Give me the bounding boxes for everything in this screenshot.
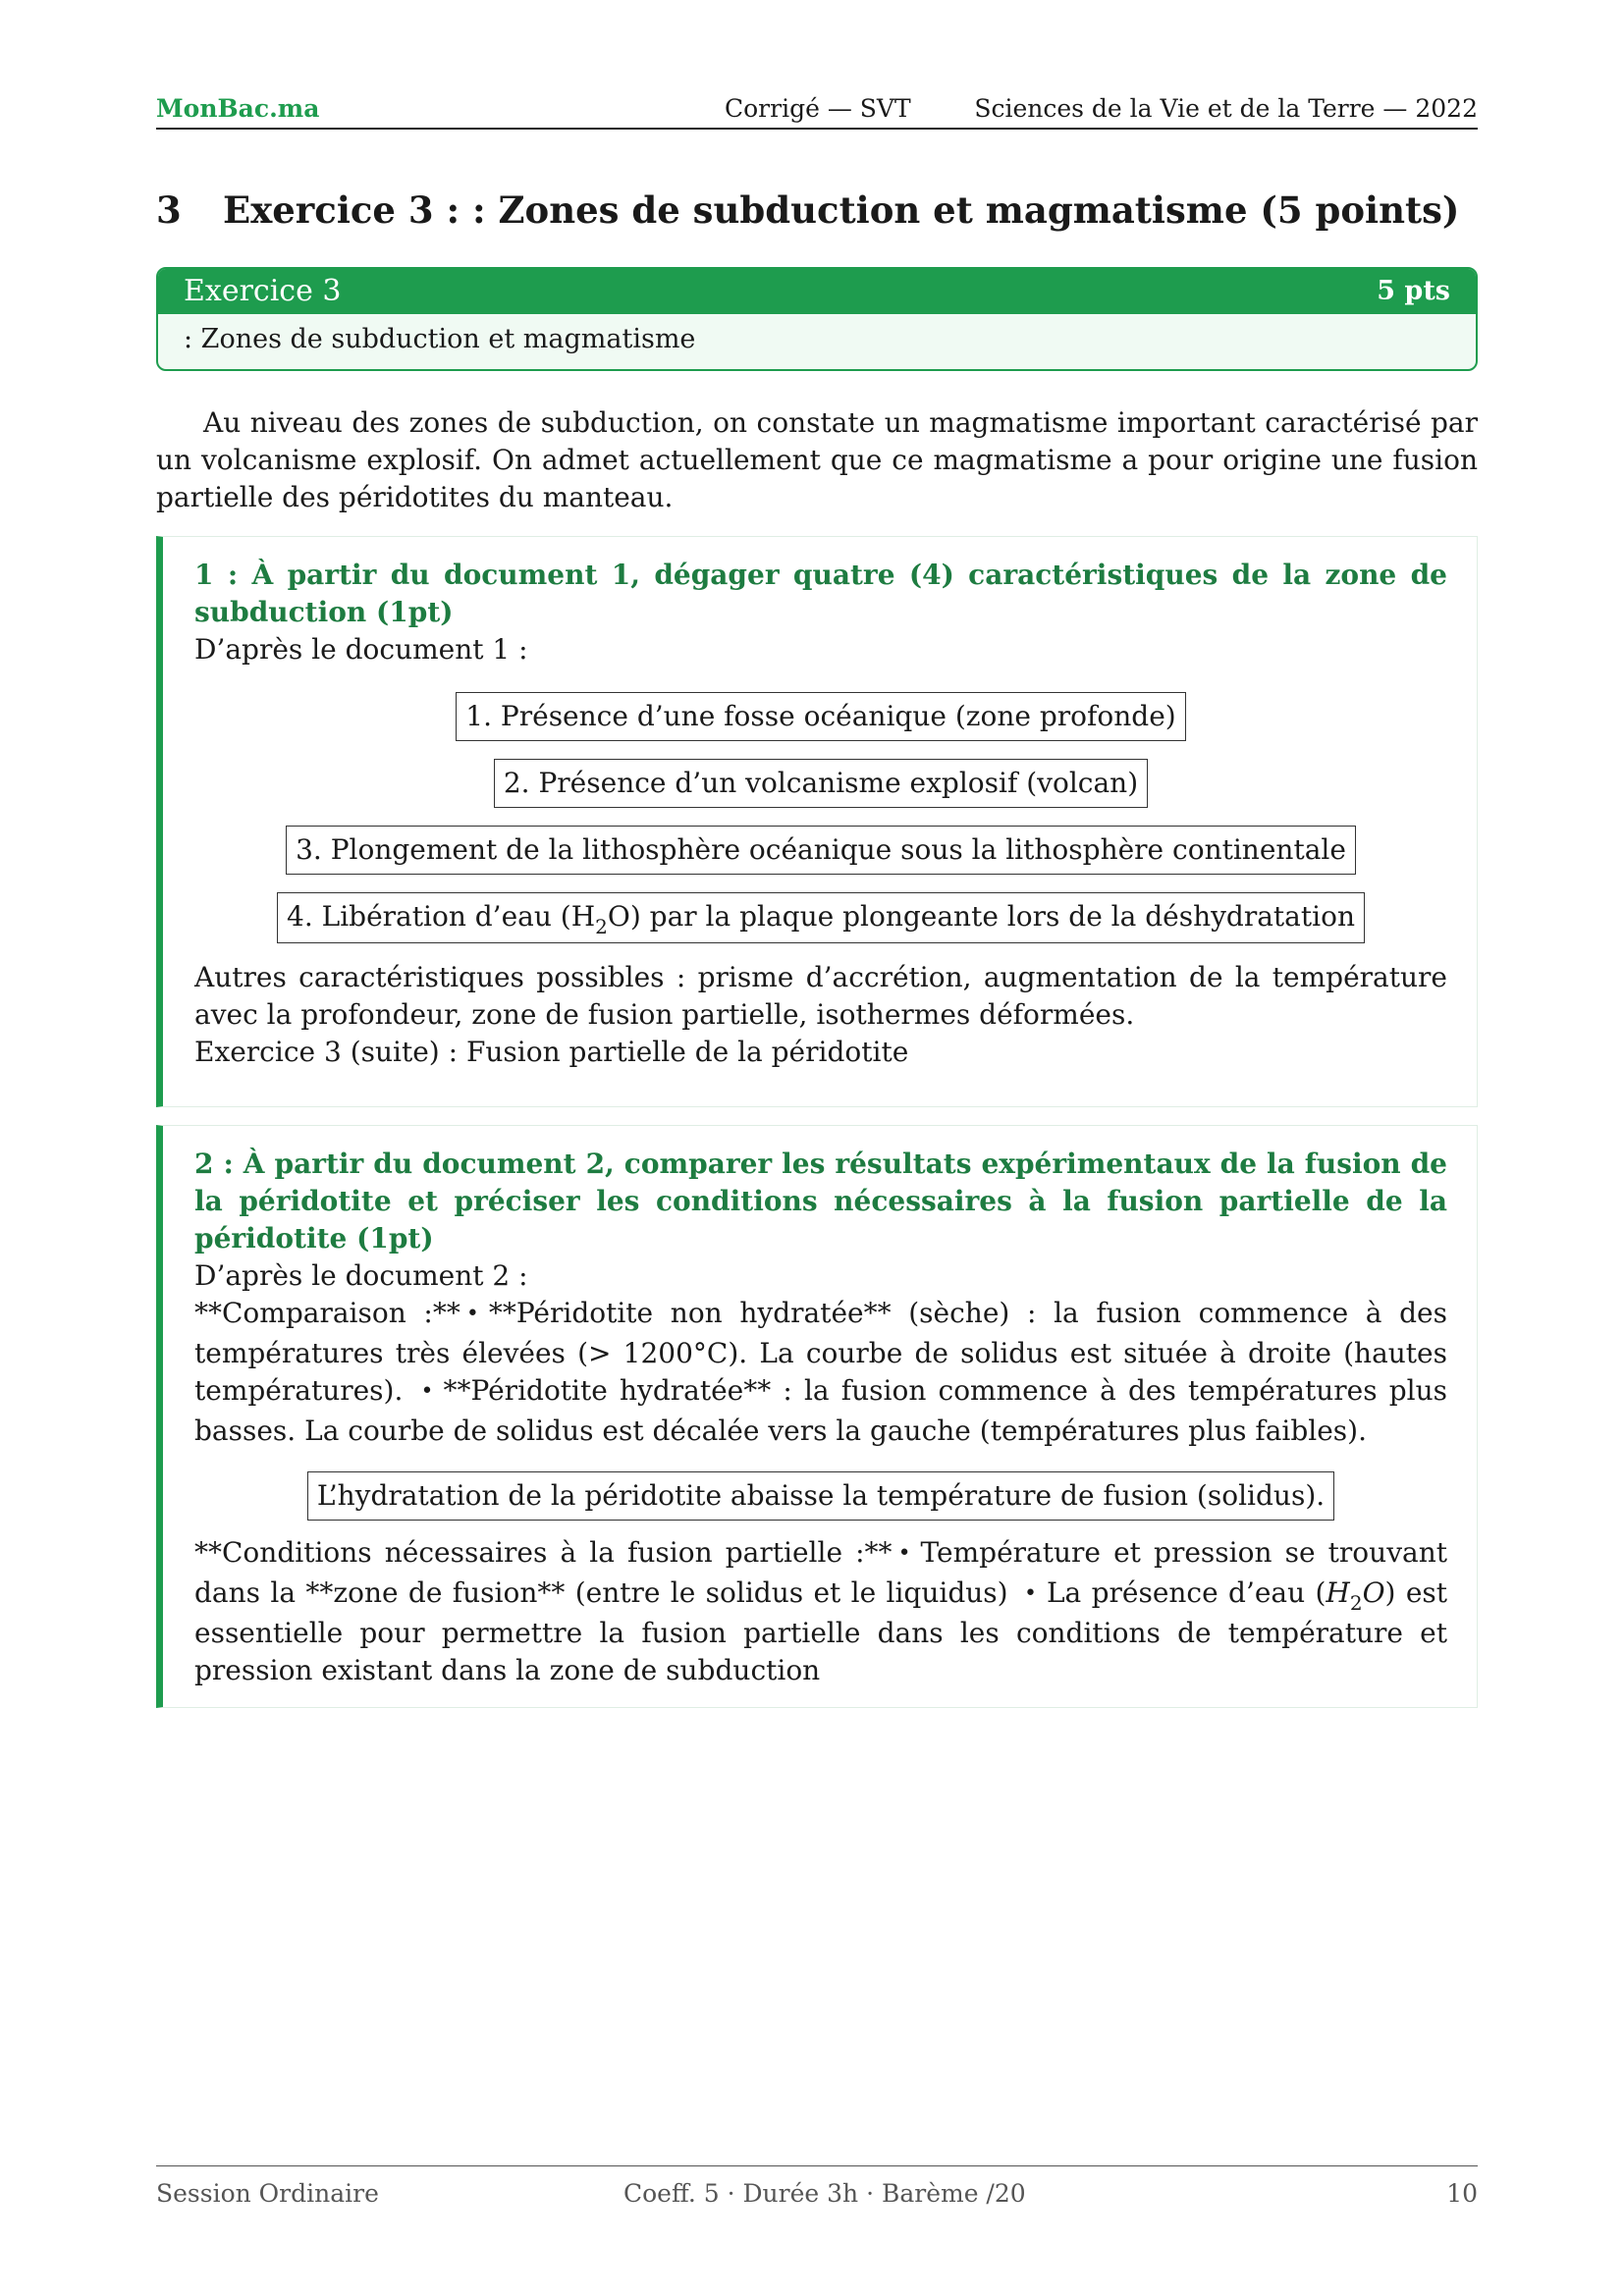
intro-paragraph: Au niveau des zones de subduction, on constate un magmatisme important caractérisé par un volcanisme explosif. On admet actuellement que ce magmatisme a pour origine une fusion partielle des péridotites du manteau. — [156, 406, 1478, 513]
header-exam-title: Sciences de la Vie et de la Terre — 2022 — [974, 94, 1478, 123]
question-2-card — [156, 1125, 1478, 1708]
other-characteristics: Autres caractéristiques possibles : prisme d’accrétion, augmentation de la température avec la profondeur, zone de fusion partielle, isothermes déformées. — [194, 961, 1447, 1031]
page-number: 10 — [1446, 2179, 1478, 2208]
subscript-2: 2 — [1349, 1591, 1363, 1615]
characteristic-4-text-b: O) par la plaque plongeante lors de la déshydratation — [607, 900, 1355, 933]
characteristic-4-text-a: 4. Libération d’eau (H — [287, 900, 596, 933]
header-subject: Corrigé — SVT — [725, 94, 911, 123]
subscript-2: 2 — [595, 915, 608, 938]
question-1-lead: D’après le document 1 : — [194, 633, 528, 666]
exercise-followup: Exercice 3 (suite) : Fusion partielle de la péridotite — [194, 1036, 909, 1068]
question-2-lead: D’après le document 2 : — [194, 1259, 528, 1292]
characteristic-1: 1. Présence d’une fosse océanique (zone profonde) — [456, 692, 1185, 741]
conditions-paragraph — [194, 1534, 1447, 1689]
question-1-card — [156, 536, 1478, 1107]
math-o: O — [1362, 1576, 1385, 1609]
characteristic-3: 3. Plongement de la lithosphère océanique sous la lithosphère continentale — [286, 826, 1356, 875]
exercise-points: 5 pts — [1377, 276, 1450, 306]
section-title — [156, 187, 1478, 234]
exercise-box-header — [158, 269, 1476, 314]
bullet-icon: • — [465, 1302, 479, 1326]
footer-exam-info: Coeff. 5 · Durée 3h · Barème /20 — [623, 2179, 1026, 2208]
section-number: 3 — [156, 188, 182, 232]
conditions-label: **Conditions nécessaires à la fusion partielle :** — [194, 1536, 893, 1569]
condition-2-text-a: La présence d’eau ( — [1046, 1576, 1326, 1609]
exercise-label: Exercice 3 — [184, 274, 342, 308]
brand-logo-text[interactable]: MonBac.ma — [156, 94, 320, 123]
characteristic-2: 2. Présence d’un volcanisme explosif (volcan) — [494, 759, 1148, 808]
math-h: H — [1326, 1576, 1350, 1609]
bullet-icon: • — [1023, 1581, 1037, 1606]
dry-peridotite-text: **Péridotite non hydratée** (sèche) : la fusion commence à des températures très élevées (> 1200°C). La courbe de solidus est située à droite (hautes températures). — [194, 1297, 1448, 1407]
question-1-title: 1 : À partir du document 1, dégager quatre (4) caractéristiques de la zone de subduction (1pt) — [194, 559, 1447, 628]
characteristic-4 — [277, 892, 1365, 943]
running-header — [156, 90, 1478, 130]
footer-session: Session Ordinaire — [156, 2179, 379, 2208]
section-title-text: Exercice 3 : : Zones de subduction et magmatisme (5 points) — [223, 188, 1460, 232]
wet-peridotite-text: **Péridotite hydratée** : la fusion commence à des températures plus basses. La courbe de solidus est décalée vers la gauche (températures plus faibles). — [194, 1374, 1448, 1447]
comparison-paragraph — [194, 1295, 1447, 1450]
exercise-subtitle: : Zones de subduction et magmatisme — [184, 324, 696, 354]
exercise-box — [156, 267, 1478, 371]
bullet-icon: • — [420, 1379, 434, 1404]
characteristics-list — [194, 692, 1447, 945]
condition-1-text: Température et pression se trouvant dans la **zone de fusion** (entre le solidus et le liquidus) — [194, 1536, 1447, 1609]
bullet-icon: • — [897, 1541, 911, 1566]
conclusion-boxed: L’hydratation de la péridotite abaisse la température de fusion (solidus). — [307, 1471, 1334, 1521]
comparison-label: **Comparaison :** — [194, 1297, 460, 1329]
page-footer — [156, 2165, 1478, 2214]
question-2-title: 2 : À partir du document 2, comparer les résultats expérimentaux de la fusion de la péridotite et préciser les conditions nécessaires à la fusion partielle de la péridotite (1pt) — [194, 1148, 1447, 1255]
conclusion-box-line — [194, 1471, 1447, 1524]
condition-2-text-b: ) est essentielle pour permettre la fusion partielle dans les conditions de température et pression existant dans la zone de subduction — [194, 1576, 1448, 1686]
